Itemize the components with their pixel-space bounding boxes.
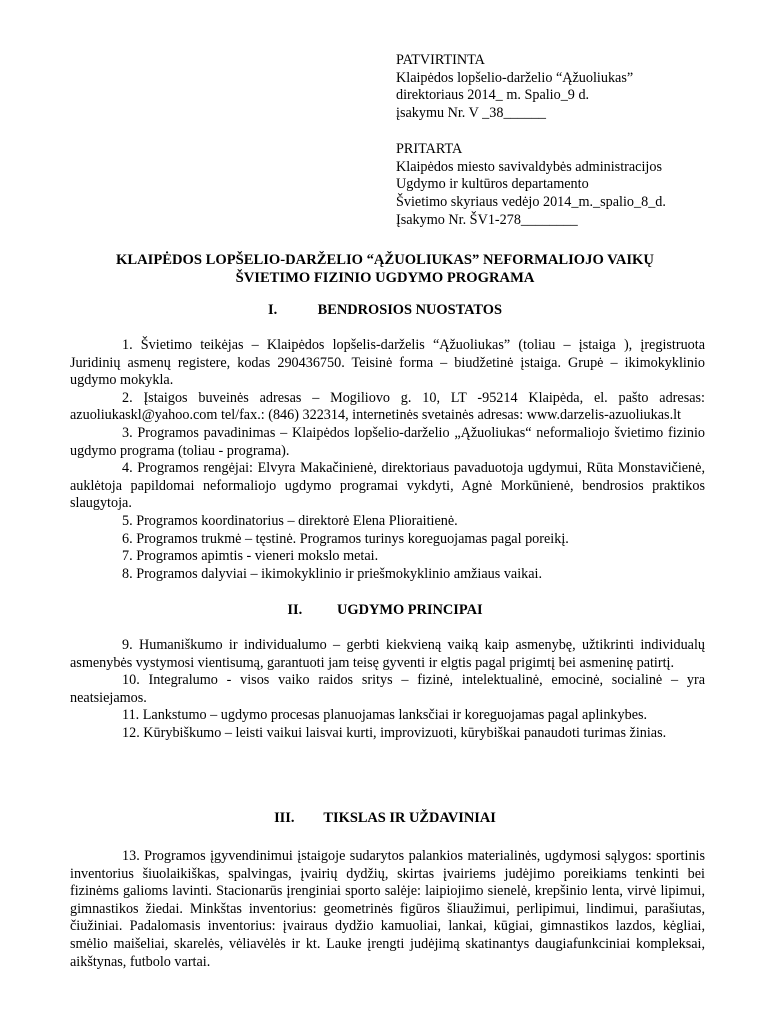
section-2-body (70, 637, 705, 743)
paragraph: 7. Programos apimtis - vieneri mokslo metai. (122, 548, 379, 565)
patvirtinta-heading: PATVIRTINTA (396, 52, 485, 68)
pritarta-line: Klaipėdos miesto savivaldybės administracijos (396, 158, 662, 175)
title-line: ŠVIETIMO FIZINIO UGDYMO PROGRAMA (235, 269, 535, 286)
paragraph: 5. Programos koordinatorius – direktorė Elena Plioraitienė. (122, 512, 458, 529)
patvirtinta-line: direktoriaus 2014_ m. Spalio_9 d. (396, 87, 590, 104)
section-3-body (70, 848, 705, 971)
paragraph: 4. Programos rengėjai: Elvyra Makačinienė, direktoriaus pavaduotoja ugdymui, Rūta Monstavičienė, auklėtoja papildomai neformaliojo ugdymo programai vykdyti, Agnė Morkūnienė, bendrosios praktikos slaugytoja. (70, 460, 705, 512)
section-1-body (70, 337, 705, 583)
section-title: TIKSLAS IR UŽDAVINIAI (323, 810, 496, 826)
section-title: BENDROSIOS NUOSTATOS (317, 302, 502, 318)
pritarta-line: Švietimo skyriaus vedėjo 2014_m._spalio_8_d. (396, 193, 666, 210)
paragraph: 8. Programos dalyviai – ikimokyklinio ir priešmokyklinio amžiaus vaikai. (122, 565, 543, 582)
paragraph: 3. Programos pavadinimas – Klaipėdos lopšelio-darželio „Ąžuoliukas“ neformaliojo švietimo fizinio ugdymo programa (toliau - programa). (70, 424, 705, 459)
paragraph: 1. Švietimo teikėjas – Klaipėdos lopšelis-darželis “Ąžuoliukas” (toliau – įstaiga ), įregistruota Juridinių asmenų registere, kodas 290436750. Teisinė forma – biudžetinė įstaiga. Grupė – ikimokyklinio ugdymo mokykla. (70, 337, 705, 389)
approval-block (396, 52, 736, 229)
paragraph: 11. Lankstumo – ugdymo procesas planuojamas lanksčiai ir koreguojamas pagal aplinkybes. (122, 707, 648, 724)
section-number: II. (287, 602, 303, 618)
section-heading (70, 602, 700, 619)
pritarta-line: Įsakymo Nr. ŠV1-278________ (396, 211, 578, 228)
paragraph: 12. Kūrybiškumo – leisti vaikui laisvai kurti, improvizuoti, kūrybiškai panaudoti turimas žinias. (122, 724, 667, 741)
paragraph: 6. Programos trukmė – tęstinė. Programos turinys koreguojamas pagal poreikį. (122, 530, 569, 547)
section-heading (70, 810, 700, 827)
title-line: KLAIPĖDOS LOPŠELIO-DARŽELIO “ĄŽUOLIUKAS” NEFORMALIOJO VAIKŲ (116, 252, 654, 268)
pritarta-line: Ugdymo ir kultūros departamento (396, 176, 589, 193)
paragraph: 10. Integralumo - visos vaiko raidos sritys – fizinė, intelektualinė, emocinė, socialinė – yra neatsiejamos. (70, 672, 705, 706)
section-title: UGDYMO PRINCIPAI (336, 602, 483, 618)
document-title (60, 252, 710, 287)
section-number: III. (274, 810, 295, 826)
pritarta-heading: PRITARTA (396, 140, 463, 157)
paragraph: 9. Humaniškumo ir individualumo – gerbti kiekvieną vaiką kaip asmenybę, užtikrinti individualų asmenybės vystymosi vientisumą, garantuoti jam teisę gyventi ir elgtis pagal prigimtį bei asmeninę patirtį. (70, 637, 705, 671)
section-number: I. (268, 302, 278, 318)
spacer (396, 123, 736, 141)
section-heading (70, 302, 700, 319)
paragraph: 2. Įstaigos buveinės adresas – Mogiliovo g. 10, LT -95214 Klaipėda, el. pašto adresas: azuoliukaskl@yahoo.com tel/fax.: (846) 322314, internetinės svetainės adresas: www.darzelis-azuoliukas.lt (70, 389, 705, 424)
paragraph: 13. Programos įgyvendinimui įstaigoje sudarytos palankios materialinės, ugdymosi sąlygos: sportinis inventorius šiuolaikiškas, spalvingas, įvairių dydžių, skirtas įvairiems judėjimo poreikiams tenkinti bei fizinėms galioms lavinti. Stacionarūs įrenginiai sporto salėje: laipiojimo sienelė, krepšinio lenta, virvė lipimui, gimnastikos žiedai. Minkštas inventorius: geometrinės figūros šliaužimui, perlipimui, lindimui, parašiutas, čiužiniai. Padalomasis inventorius: įvairaus dydžio kamuoliai, lankai, kūgiai, gimnastikos lazdos, kėgliai, smėlio maišeliai, skarelės, vėliavėlės ir kt. Lauke įrengti judėjimą skatinantys daugiafunkciniai kompleksai, aikštynas, futbolo vartai. (70, 848, 705, 970)
patvirtinta-line: įsakymu Nr. V _38______ (396, 105, 547, 122)
patvirtinta-line: Klaipėdos lopšelio-darželio “Ąžuoliukas” (396, 69, 634, 86)
